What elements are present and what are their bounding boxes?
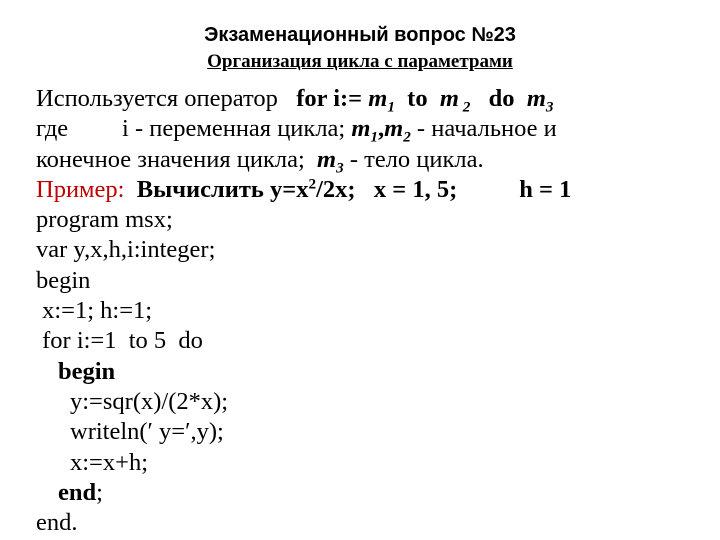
- m3-var: $m_3$: [526, 85, 554, 116]
- slide-body: [36, 84, 686, 538]
- where-text-1: - переменная цикла;: [128, 115, 352, 143]
- code-line-1: program msx;: [36, 206, 173, 234]
- code-line-3: begin: [36, 266, 91, 294]
- slide-title: Экзаменационный вопрос №23: [204, 24, 516, 46]
- m2-var: m $_2$: [439, 85, 471, 116]
- m3-ref: $m_3$: [317, 145, 344, 176]
- code-line-11: end.: [36, 509, 78, 537]
- example-label: Пример:: [36, 175, 125, 203]
- end-keyword: end: [58, 478, 97, 506]
- syntax-intro: Используется оператор: [36, 85, 297, 112]
- code-line-10: end;: [58, 478, 103, 506]
- where-word: где: [36, 115, 69, 143]
- example-line: [36, 175, 686, 205]
- slide-subtitle: [0, 51, 720, 73]
- do-keyword: do: [470, 85, 527, 112]
- for-keyword: for i:=: [296, 85, 369, 112]
- where-text-2: - начальное и: [410, 115, 557, 143]
- values-text: конечное значения цикла;: [36, 145, 318, 173]
- syntax-line: [36, 84, 686, 114]
- values-line: [36, 145, 686, 175]
- code-line-2: var y,x,h,i:integer;: [36, 236, 216, 264]
- code-line-8: writeln(′ y=′,y);: [70, 418, 224, 446]
- subtitle-text: Организация цикла с параметрами: [207, 51, 513, 72]
- to-keyword: to: [394, 85, 440, 112]
- code-line-7: y:=sqr(x)/(2*x);: [70, 387, 229, 415]
- m2-ref: $m_2$: [384, 115, 411, 146]
- m1-var: $m_1$: [368, 85, 395, 116]
- example-step: h = 1: [519, 175, 572, 203]
- code-line-4: x:=1; h:=1;: [36, 297, 153, 325]
- loop-variable: i: [122, 115, 129, 143]
- m1-ref: $m_1$: [351, 115, 379, 146]
- where-line: где i - переменная цикла; $m_1,m_2$ - начальное и: [36, 115, 557, 146]
- code-line-5: for i:=1 to 5 do: [36, 327, 203, 355]
- body-text: - тело цикла.: [343, 145, 484, 173]
- code-line-6: begin: [58, 357, 116, 385]
- example-task: Вычислить $y=x^2/2x$; x = 1, 5;: [124, 175, 458, 203]
- code-line-9: x:=x+h;: [70, 448, 148, 476]
